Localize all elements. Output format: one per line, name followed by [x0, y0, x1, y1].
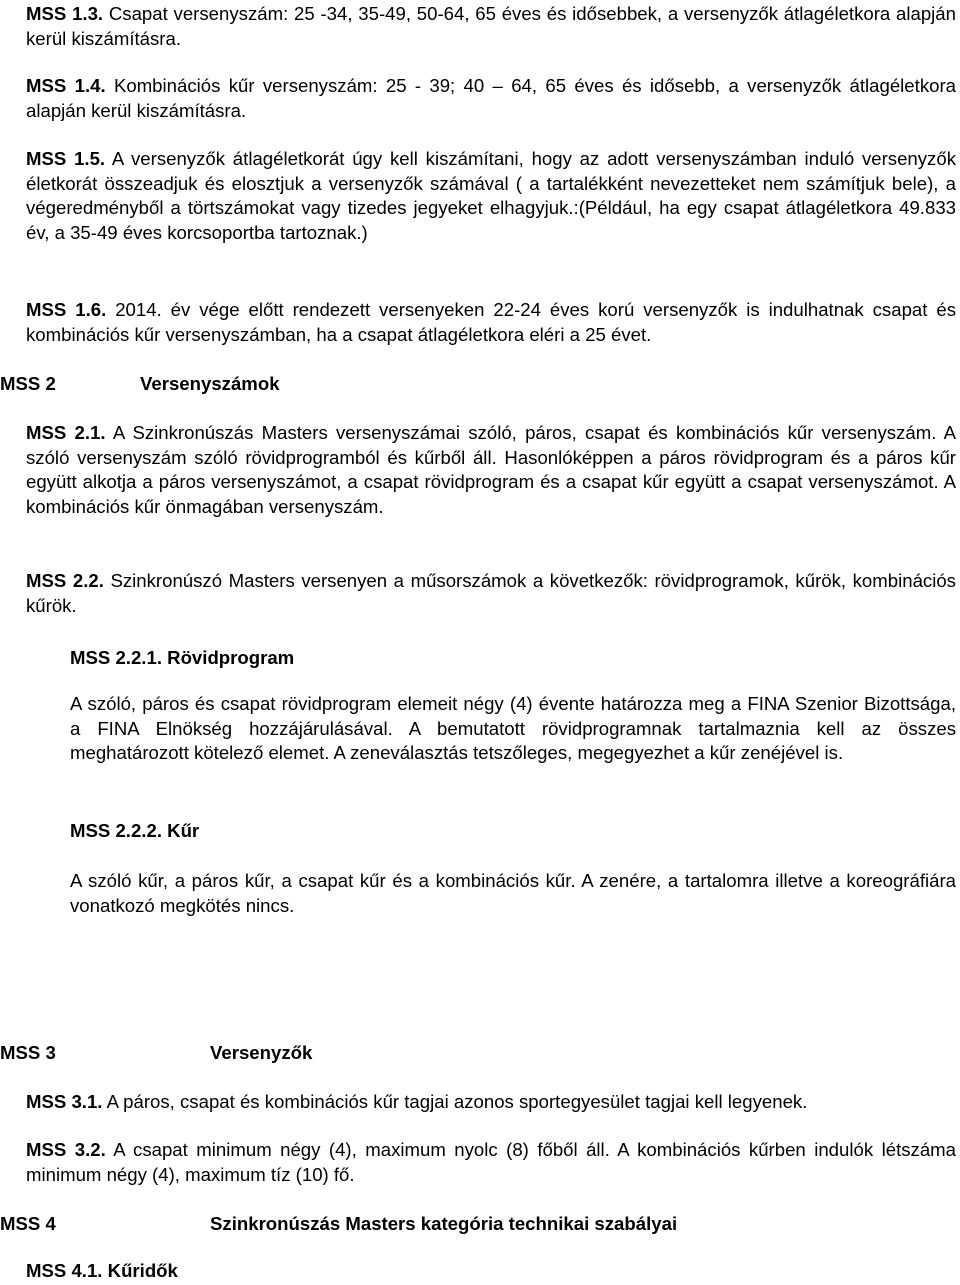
subheading-mss-2-2-2	[70, 819, 956, 844]
paragraph-text: A szóló, páros és csapat rövidprogram elemeit négy (4) évente határozza meg a FINA Szenior Bizottsága, a FINA Elnökség hozzájárulásával. A bemutatott rövidprogramnak tartalmaznia kell az összes meghatározott kötelező elemet. A zeneválasztás tetszőleges, megegyezhet a kűr zenéjével is.	[70, 693, 956, 763]
paragraph-number: MSS 3.2.	[26, 1139, 106, 1160]
paragraph-text: A versenyzők átlagéletkorát úgy kell kiszámítani, hogy az adott versenyszámban induló versenyzők életkorát összeadjuk és elosztjuk a versenyzők számával ( a tartalékként nevezetteket nem számítjuk bele), a végeredményből a törtszámokat vagy tizedes jegyeket elhagyjuk.:(Például, ha egy csapat átlagéletkora 49.833 év, a 35-49 éves korcsoportba tartoznak.)	[26, 148, 956, 243]
paragraph-number: MSS 2.1.	[26, 422, 106, 443]
paragraph-text: A páros, csapat és kombinációs kűr tagjai azonos sportegyesület tagjai kell legyenek.	[106, 1091, 808, 1112]
subheading-text: MSS 4.1. Kűridők	[26, 1260, 178, 1281]
subheading-text: MSS 2.2.1. Rövidprogram	[70, 647, 295, 668]
section-heading-mss-2	[0, 372, 280, 397]
paragraph-number: MSS 3.1.	[26, 1091, 103, 1112]
paragraph-text: Csapat versenyszám: 25 -34, 35-49, 50-64, 65 éves és idősebbek, a versenyzők átlagéletkora alapján kerül kiszámításra.	[26, 3, 956, 49]
paragraph-mss-1-5	[26, 147, 956, 245]
subheading-text: MSS 2.2.2. Kűr	[70, 820, 200, 841]
paragraph-mss-2-1	[26, 421, 956, 519]
paragraph-number: MSS 2.2.	[26, 570, 104, 591]
section-heading-mss-3	[0, 1041, 313, 1066]
section-number: MSS 4	[0, 1213, 56, 1234]
paragraph-mss-3-1	[26, 1090, 956, 1115]
subheading-mss-4-1	[26, 1259, 956, 1284]
section-title: Versenyzők	[210, 1042, 313, 1063]
section-number: MSS 2	[0, 373, 56, 394]
section-number: MSS 3	[0, 1042, 56, 1063]
paragraph-mss-2-2	[26, 569, 956, 618]
paragraph-number: MSS 1.6.	[26, 299, 107, 320]
paragraph-text: 2014. év vége előtt rendezett versenyeken 22-24 éves korú versenyzők is indulhatnak csapat és kombinációs kűr versenyszámban, ha a csapat átlagéletkora eléri a 25 évet.	[26, 299, 956, 345]
paragraph-text: Szinkronúszó Masters versenyen a műsorszámok a következők: rövidprogramok, kűrök, kombinációs kűrök.	[26, 570, 956, 616]
paragraph-mss-1-4	[26, 74, 956, 123]
section-heading-mss-4	[0, 1212, 678, 1237]
paragraph-text: A szóló kűr, a páros kűr, a csapat kűr és a kombinációs kűr. A zenére, a tartalomra illetve a koreográfiára vonatkozó megkötés nincs.	[70, 870, 956, 916]
paragraph-text: A Szinkronúszás Masters versenyszámai szóló, páros, csapat és kombinációs kűr versenyszám. A szóló versenyszám szóló rövidprogramból és kűrből áll. Hasonlóképpen a páros rövidprogram és a páros kűr együtt alkotja a páros versenyszámot, a csapat rövidprogram és a csapat kűr együtt a csapat versenyszámot. A kombinációs kűr önmagában versenyszám.	[26, 422, 956, 517]
section-title: Szinkronúszás Masters kategória technikai szabályai	[210, 1213, 678, 1234]
section-title: Versenyszámok	[140, 373, 280, 394]
paragraph-number: MSS 1.4.	[26, 75, 106, 96]
paragraph-mss-2-2-1	[70, 692, 956, 766]
subheading-mss-2-2-1	[70, 646, 956, 671]
paragraph-mss-1-6	[26, 298, 956, 347]
paragraph-mss-1-3	[26, 2, 956, 51]
paragraph-number: MSS 1.5.	[26, 148, 106, 169]
paragraph-text: A csapat minimum négy (4), maximum nyolc (8) főből áll. A kombinációs kűrben indulók létszáma minimum négy (4), maximum tíz (10) fő.	[26, 1139, 956, 1185]
paragraph-mss-2-2-2	[70, 869, 956, 918]
paragraph-number: MSS 1.3.	[26, 3, 104, 24]
paragraph-mss-3-2	[26, 1138, 956, 1187]
paragraph-text: Kombinációs kűr versenyszám: 25 - 39; 40 – 64, 65 éves és idősebb, a versenyzők átlagéletkora alapján kerül kiszámításra.	[26, 75, 956, 121]
